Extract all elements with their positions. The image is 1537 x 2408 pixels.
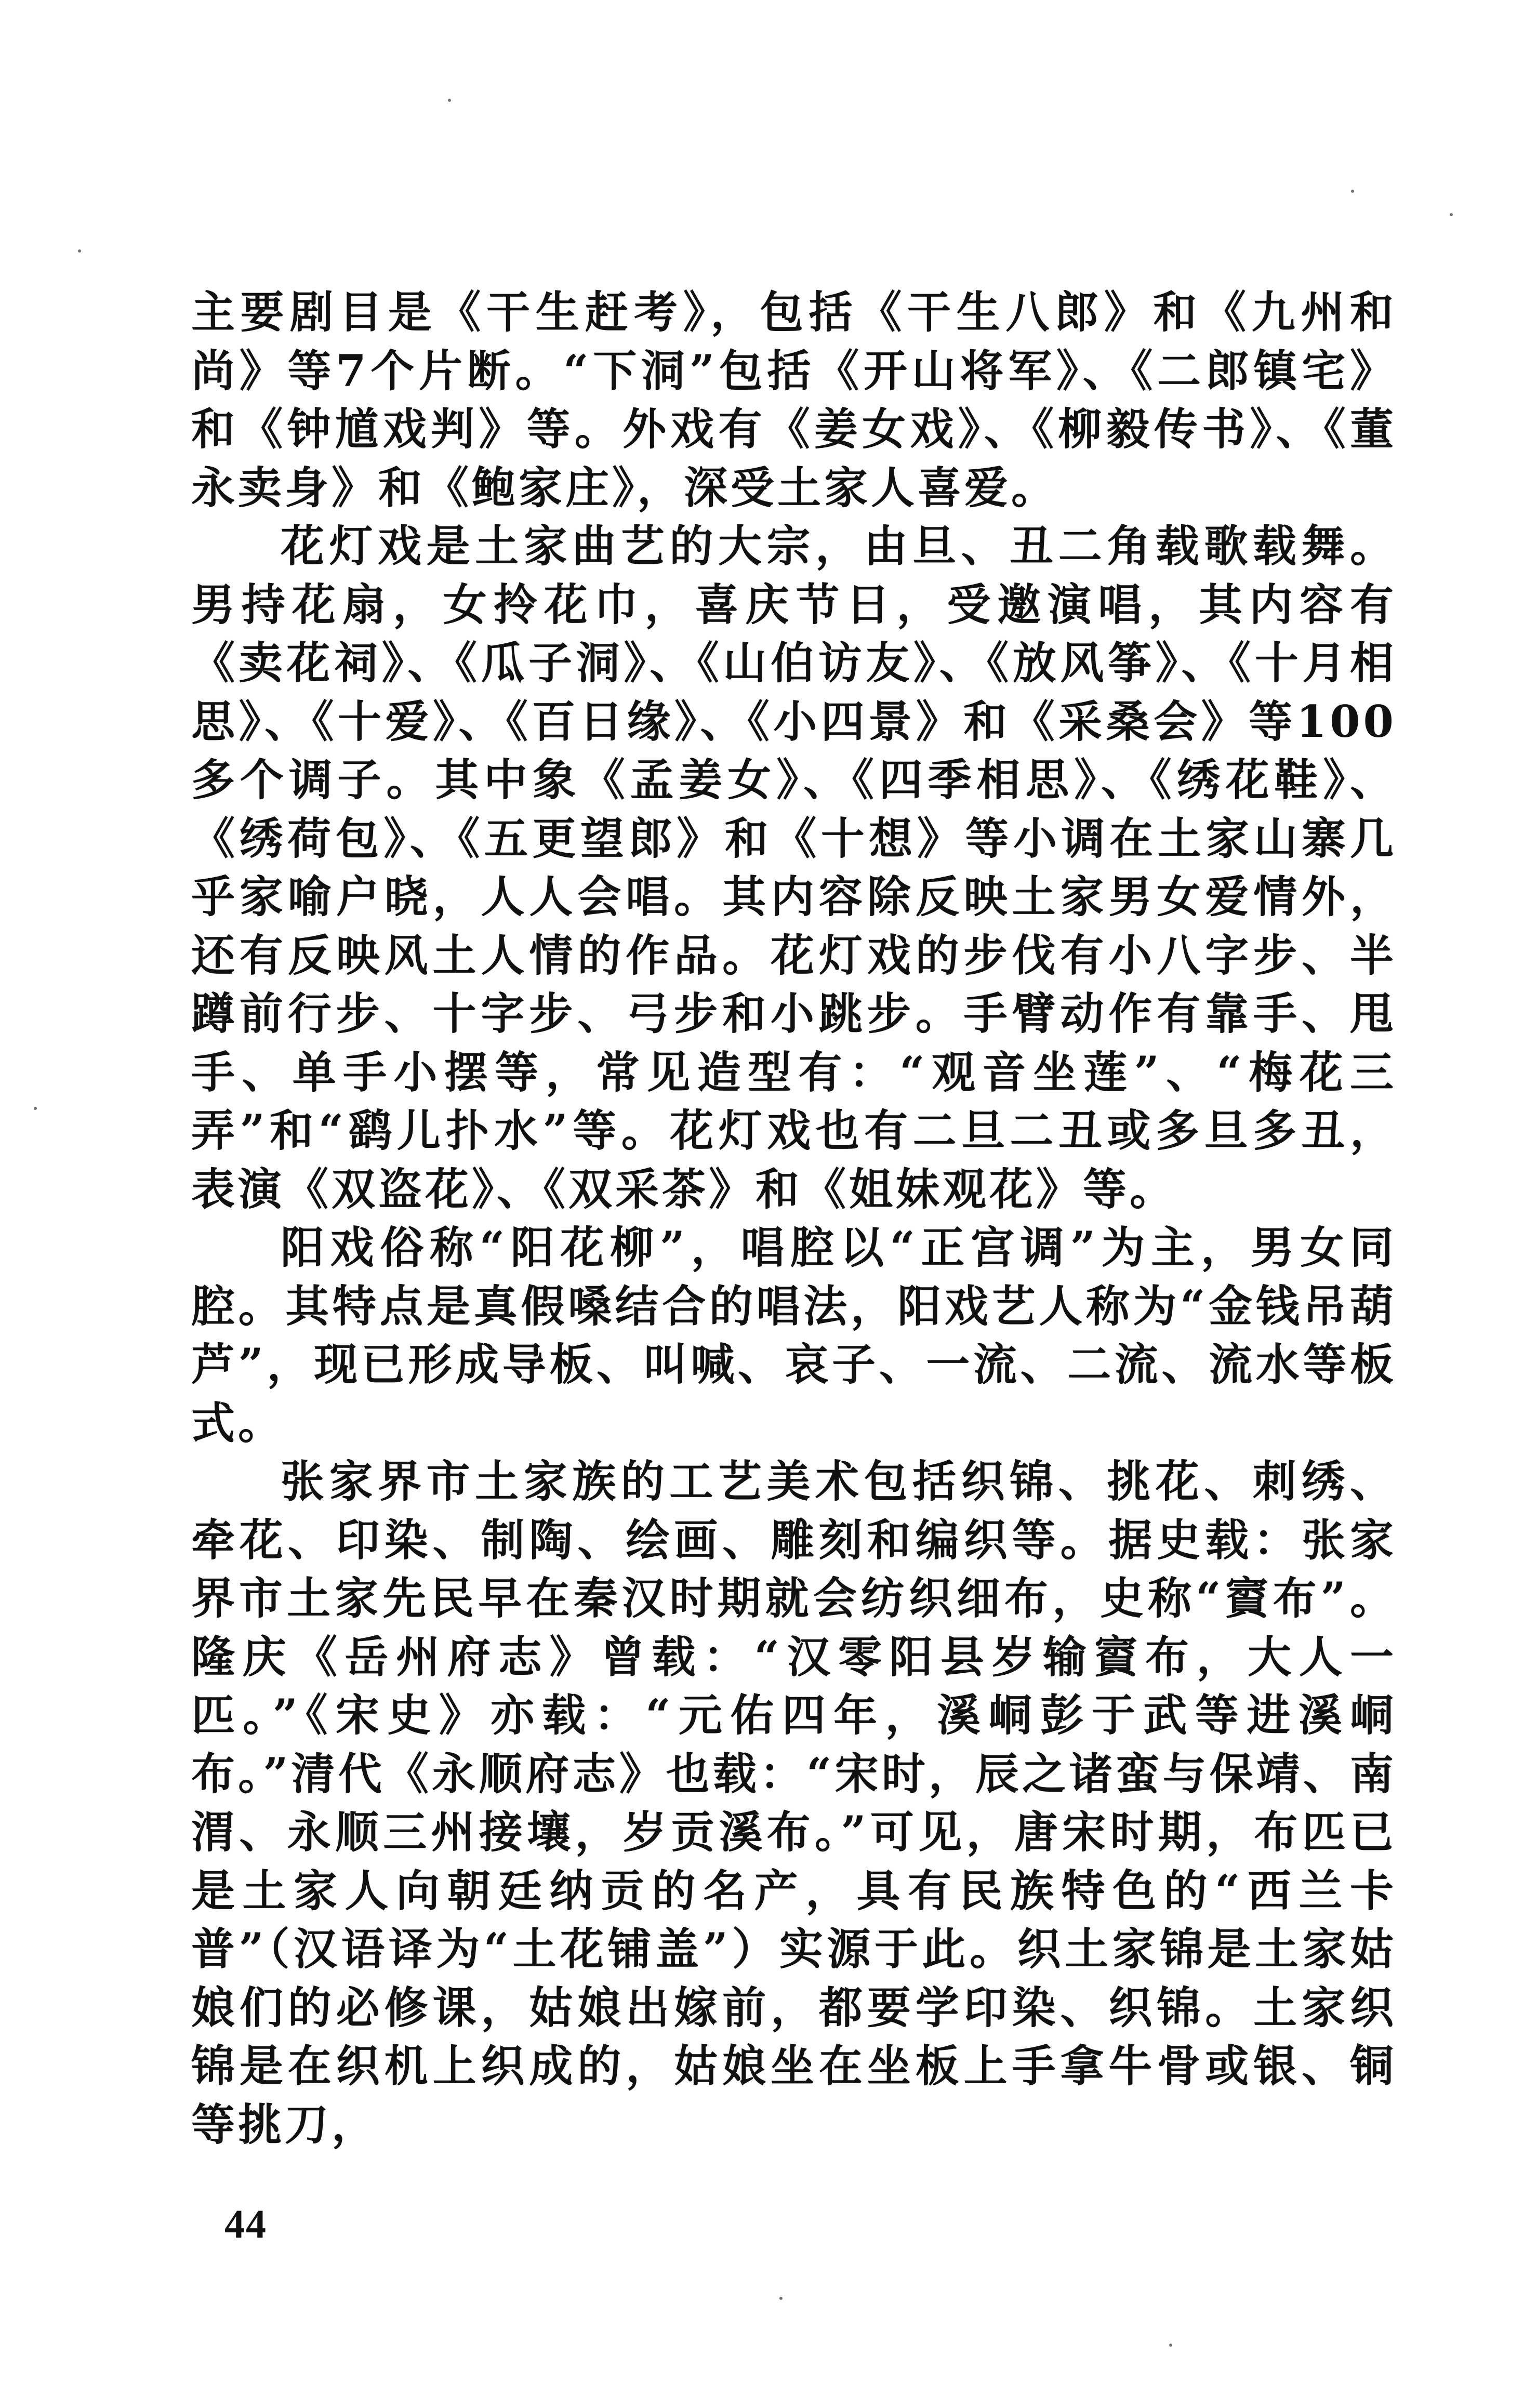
scan-speck bbox=[1351, 190, 1354, 193]
scan-speck bbox=[1450, 213, 1453, 216]
paragraph-continued: 主要剧目是《干生赶考》，包括《干生八郎》和《九州和尚》等7个片断。“下洞”包括《开山将军》、《二郎镇宅》和《钟馗戏判》等。外戏有《姜女戏》、《柳毅传书》、《董永卖身》和《鲍家庄》，深受土家人喜爱。 bbox=[191, 286, 1397, 513]
paragraph-crafts: 张家界市土家族的工艺美术包括织锦、挑花、刺绣、牵花、印染、制陶、绘画、雕刻和编织等。据史载：张家界市土家先民早在秦汉时期就会纺织细布，史称“賨布”。隆庆《岳州府志》曾载：“汉零阳县岁输賨布，大人一匹。”《宋史》亦载：“元佑四年，溪峒彭于武等进溪峒布。”清代《永顺府志》也载：“宋时，辰之诸蛮与保靖、南渭、永顺三州接壤，岁贡溪布。”可见，唐宋时期，布匹已是土家人向朝廷纳贡的名产，具有民族特色的“西兰卡普”（汉语译为“土花铺盖”）实源于此。织土家锦是土家姑娘们的必修课，姑娘出嫁前，都要学印染、织锦。土家织锦是在织机上织成的，姑娘坐在坐板上手拿牛骨或银、铜等挑刀， bbox=[191, 1456, 1397, 2150]
scan-speck bbox=[78, 249, 81, 253]
paragraph-yang-opera: 阳戏俗称“阳花柳”，唱腔以“正宫调”为主，男女同腔。其特点是真假嗓结合的唱法，阳戏艺人称为“金钱吊葫芦”，现已形成导板、叫喊、哀子、一流、二流、流水等板式。 bbox=[191, 1222, 1397, 1449]
paragraph-huadeng-opera: 花灯戏是土家曲艺的大宗，由旦、丑二角载歌载舞。男持花扇，女拎花巾，喜庆节日，受邀演唱，其内容有《卖花祠》、《瓜子洞》、《山伯访友》、《放风筝》、《十月相思》、《十爱》、《百日缘》、《小四景》和《采桑会》等100多个调子。其中象《孟姜女》、《四季相思》、《绣花鞋》、《绣荷包》、《五更望郎》和《十想》等小调在土家山寨几乎家喻户晓，人人会唱。其内容除反映土家男女爱情外，还有反映风土人情的作品。花灯戏的步伐有小八字步、半蹲前行步、十字步、弓步和小跳步。手臂动作有靠手、甩手、单手小摆等，常见造型有：“观音坐莲”、“梅花三弄”和“鹞儿扑水”等。花灯戏也有二旦二丑或多旦多丑，表演《双盗花》、《双采茶》和《姐妹观花》等。 bbox=[191, 520, 1397, 1215]
scan-speck bbox=[448, 99, 451, 102]
scan-speck bbox=[779, 2297, 783, 2300]
scan-speck bbox=[1169, 2344, 1172, 2347]
scan-speck bbox=[34, 1107, 37, 1110]
page-number: 44 bbox=[224, 2201, 267, 2246]
body-text bbox=[191, 283, 1397, 2154]
